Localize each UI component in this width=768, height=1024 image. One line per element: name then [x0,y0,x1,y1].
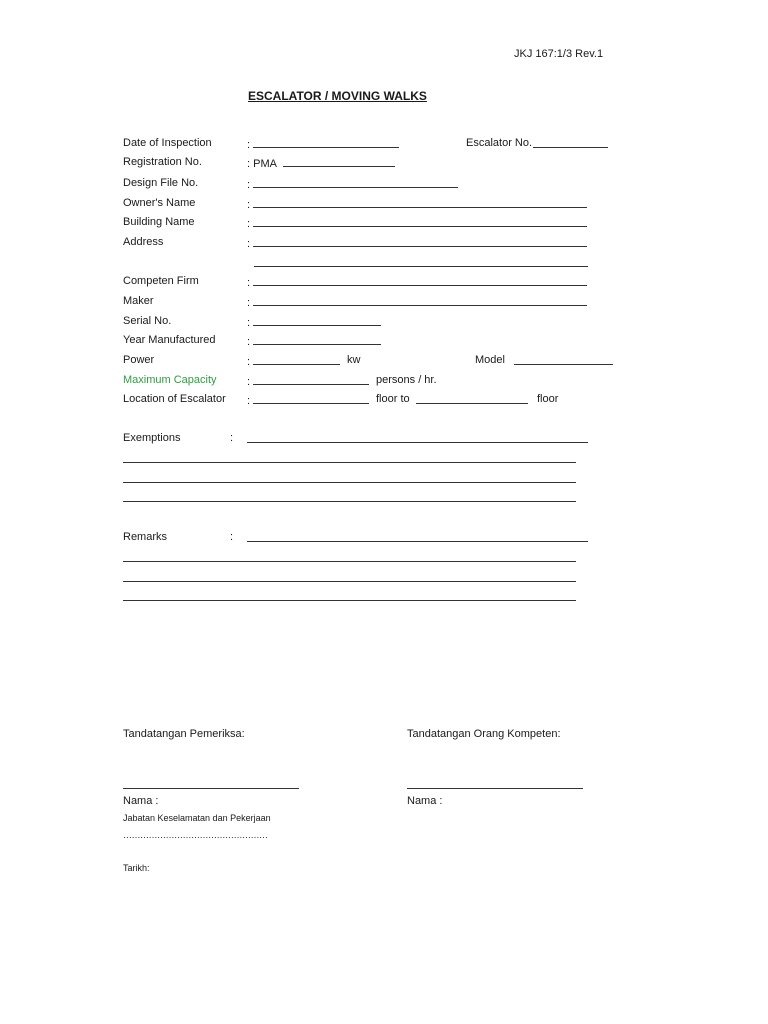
label-escalator-no: Escalator No. [466,137,533,149]
label-competent-firm: Competen Firm [123,275,199,287]
label-inspector-signature: Tandatangan Pemeriksa: [123,728,245,740]
label-capacity-unit: persons / hr. [376,374,437,386]
field-year-manufactured[interactable]: : [247,334,381,349]
label-location: Location of Escalator [123,393,226,405]
label-name-competent: Nama : [407,795,443,807]
label-owners-name: Owner's Name [123,197,196,209]
label-department: Jabatan Keselamatan dan Pekerjaan [123,813,271,823]
field-registration-no[interactable]: : PMA [247,156,395,171]
field-exemptions-line-4[interactable] [123,501,576,502]
label-building-name: Building Name [123,216,195,228]
field-inspector-signature[interactable] [123,788,299,789]
field-remarks-line-1[interactable] [247,541,588,542]
form-reference: JKJ 167:1/3 Rev.1 [514,48,604,60]
label-power: Power [123,354,155,366]
field-exemptions-line-3[interactable] [123,482,576,483]
label-date-of-inspection: Date of Inspection [123,137,212,149]
field-address-line-2[interactable] [254,266,588,267]
label-date: Tarikh: [123,863,150,873]
field-serial-no[interactable]: : [247,315,381,330]
form-title: ESCALATOR / MOVING WALKS [248,89,427,103]
field-model[interactable] [514,354,613,369]
field-escalator-no[interactable] [533,137,608,152]
label-floor: floor [537,393,559,405]
label-exemptions: Exemptions [123,432,181,444]
label-floor-to: floor to [376,393,410,405]
field-building-name[interactable]: : [247,216,587,231]
label-maker: Maker [123,295,154,307]
field-owners-name[interactable]: : [247,197,587,212]
field-remarks-line-4[interactable] [123,600,576,601]
field-location-to[interactable] [416,393,528,408]
field-power[interactable]: : [247,354,340,369]
field-competent-firm[interactable]: : [247,275,587,290]
field-exemptions-line-2[interactable] [123,462,576,463]
field-design-file-no[interactable]: : [247,177,458,192]
field-address-line-1[interactable]: : [247,236,587,251]
label-power-unit: kw [347,354,361,366]
field-remarks-line-2[interactable] [123,561,576,562]
label-name-inspector: Nama : [123,795,159,807]
label-registration-no: Registration No. [123,156,202,168]
label-model: Model [475,354,505,366]
field-competent-signature[interactable] [407,788,583,789]
label-address: Address [123,236,164,248]
field-exemptions-line-1[interactable] [247,442,588,443]
field-maximum-capacity[interactable]: : [247,374,369,389]
field-maker[interactable]: : [247,295,587,310]
label-remarks: Remarks [123,531,168,543]
label-design-file-no: Design File No. [123,177,199,189]
field-department-dots[interactable]: …………………………………………… [123,830,268,840]
field-remarks-line-3[interactable] [123,581,576,582]
field-location-from[interactable]: : [247,393,369,408]
label-serial-no: Serial No. [123,315,172,327]
label-competent-signature: Tandatangan Orang Kompeten: [407,728,561,740]
field-date-of-inspection[interactable]: : [247,137,399,152]
remarks-colon: : [230,531,234,543]
label-maximum-capacity: Maximum Capacity [123,374,217,386]
label-year-manufactured: Year Manufactured [123,334,216,346]
exemptions-colon: : [230,432,234,444]
